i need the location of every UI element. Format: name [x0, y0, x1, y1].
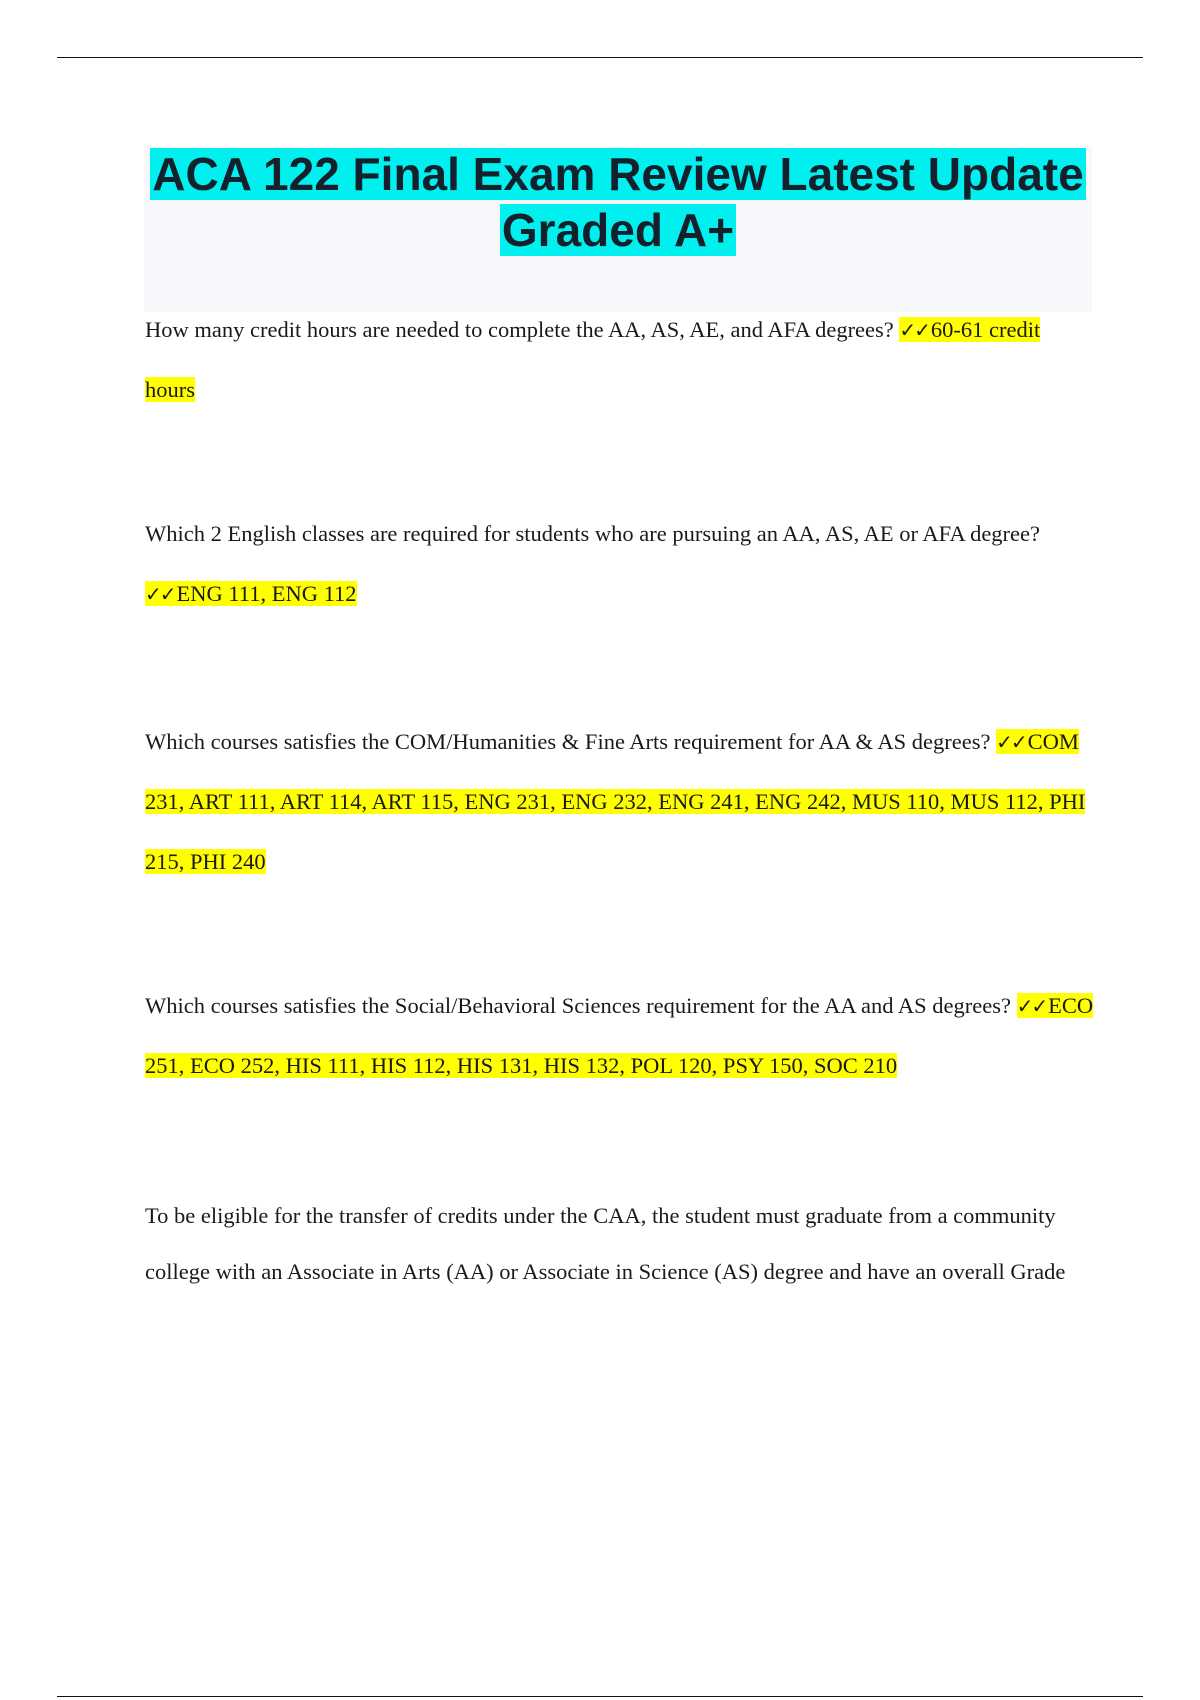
answer-value: COM 231, ART 111, ART 114, ART 115, ENG 231, ENG 232, ENG 241, ENG 242, MUS 110, MUS 112, PHI 215, PHI 240	[145, 729, 1086, 874]
qa-item	[145, 976, 1095, 1096]
qa-item	[145, 504, 1095, 624]
qa-item	[145, 712, 1095, 892]
question-text: How many credit hours are needed to complete the AA, AS, AE, and AFA degrees?	[145, 317, 894, 342]
qa-item	[145, 300, 1095, 420]
page-title-text: ACA 122 Final Exam Review Latest Update Graded A+	[152, 148, 1084, 256]
page-title	[144, 146, 1092, 258]
double-check-icon: ✓✓	[145, 582, 175, 606]
top-rule	[57, 57, 1143, 58]
trailing-paragraph: To be eligible for the transfer of credits under the CAA, the student must graduate from a community college with an Associate in Arts (AA) or Associate in Science (AS) degree and have an overall Grade	[145, 1203, 1066, 1284]
question-text: Which courses satisfies the COM/Humanities & Fine Arts requirement for AA & AS degrees?	[145, 729, 991, 754]
bottom-rule	[57, 1696, 1143, 1697]
answer-value: ENG 111, ENG 112	[176, 581, 357, 606]
question-text: Which 2 English classes are required for students who are pursuing an AA, AS, AE or AFA degree?	[145, 521, 1041, 546]
answer-value: ECO 251, ECO 252, HIS 111, HIS 112, HIS 131, HIS 132, POL 120, PSY 150, SOC 210	[145, 993, 1094, 1078]
double-check-icon: ✓✓	[899, 318, 929, 342]
answer-value: 60-61 credit hours	[145, 317, 1041, 402]
double-check-icon: ✓✓	[1016, 994, 1047, 1018]
answer-text	[145, 581, 357, 606]
double-check-icon: ✓✓	[996, 730, 1026, 754]
question-text: Which courses satisfies the Social/Behavioral Sciences requirement for the AA and AS degrees?	[145, 993, 1011, 1018]
